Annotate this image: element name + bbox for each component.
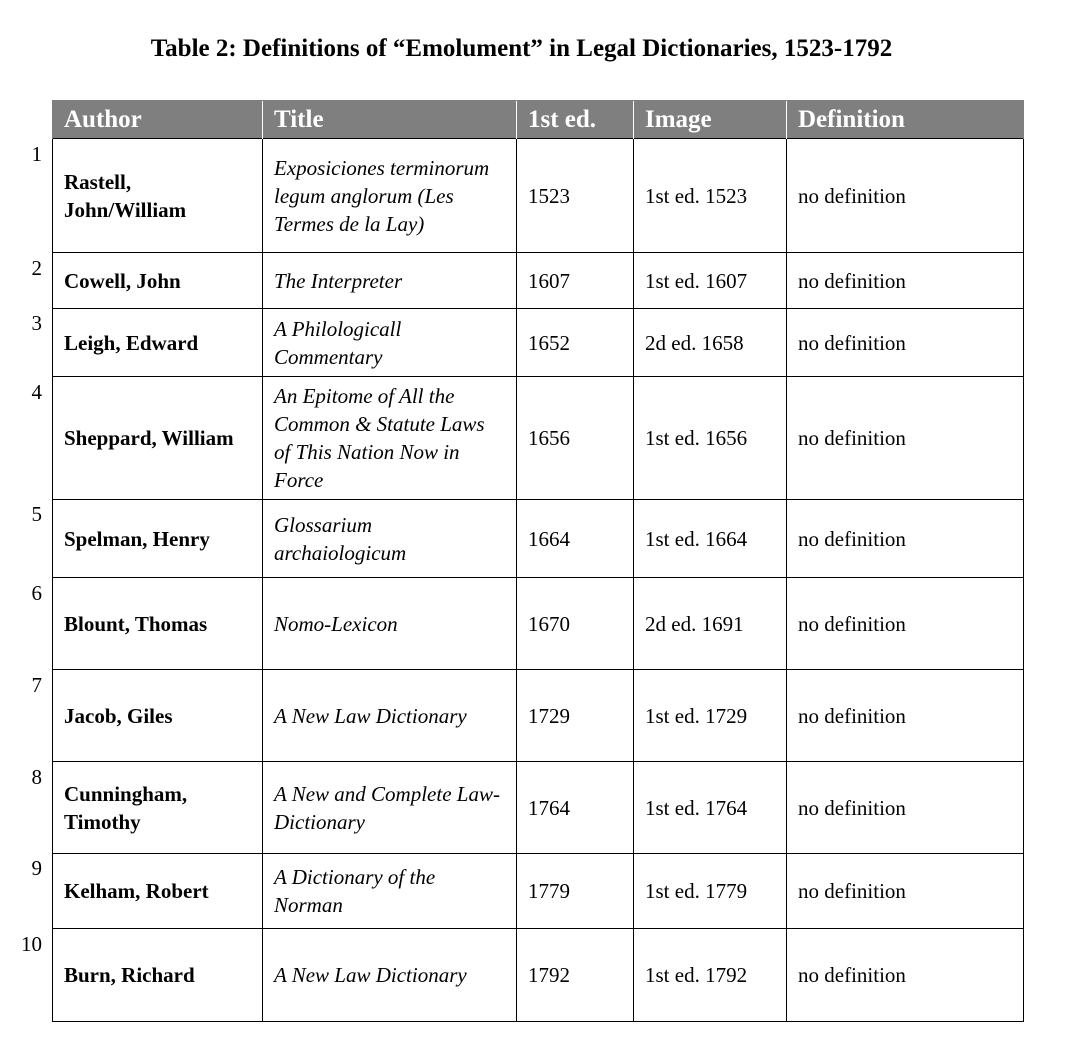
first-edition-cell: 1729 [517,670,634,762]
definition-cell: no definition [787,139,1024,253]
column-header-title: Title [263,101,517,139]
row-number: 1 [31,142,42,166]
row-number: 3 [31,311,42,335]
first-edition-cell: 1652 [517,309,634,377]
table-row [53,309,1024,377]
table-row [53,139,1024,253]
row-number: 8 [31,765,42,789]
definition-cell: no definition [787,253,1024,309]
title-cell: Exposiciones terminorum legum anglorum (Les Termes de la Lay) [263,139,517,253]
first-edition-cell: 1779 [517,854,634,929]
image-cell: 1st ed. 1523 [634,139,787,253]
title-cell: A Dictionary of the Norman [263,854,517,929]
row-numbers [0,0,52,1046]
first-edition-cell: 1523 [517,139,634,253]
row-number: 7 [31,673,42,697]
title-cell: The Interpreter [263,253,517,309]
first-edition-cell: 1656 [517,377,634,500]
definition-cell: no definition [787,929,1024,1022]
image-cell: 1st ed. 1792 [634,929,787,1022]
row-number: 9 [31,856,42,880]
table-row [53,500,1024,578]
title-cell: A New Law Dictionary [263,670,517,762]
table-header-row [53,101,1024,139]
table-row [53,253,1024,309]
author-cell: Jacob, Giles [53,670,263,762]
definition-cell: no definition [787,309,1024,377]
table-row [53,929,1024,1022]
image-cell: 1st ed. 1607 [634,253,787,309]
title-cell: An Epitome of All the Common & Statute Laws of This Nation Now in Force [263,377,517,500]
column-header-definition: Definition [787,101,1024,139]
table-title: Table 2: Definitions of “Emolument” in Legal Dictionaries, 1523-1792 [150,35,893,62]
image-cell: 1st ed. 1764 [634,762,787,854]
row-number: 4 [31,380,42,404]
dictionaries-table [52,100,1024,1022]
title-cell: Glossarium archaiologicum [263,500,517,578]
definition-cell: no definition [787,670,1024,762]
first-edition-cell: 1764 [517,762,634,854]
author-cell: Spelman, Henry [53,500,263,578]
image-cell: 1st ed. 1729 [634,670,787,762]
row-number: 2 [31,256,42,280]
column-header-first-edition: 1st ed. [517,101,634,139]
author-cell: Rastell, John/William [53,139,263,253]
definition-cell: no definition [787,762,1024,854]
author-cell: Cowell, John [53,253,263,309]
title-cell: A Philologicall Commentary [263,309,517,377]
table-row [53,854,1024,929]
image-cell: 2d ed. 1658 [634,309,787,377]
image-cell: 1st ed. 1779 [634,854,787,929]
column-header-author: Author [53,101,263,139]
table-row [53,762,1024,854]
author-cell: Leigh, Edward [53,309,263,377]
title-cell: Nomo-Lexicon [263,578,517,670]
image-cell: 2d ed. 1691 [634,578,787,670]
definition-cell: no definition [787,500,1024,578]
definition-cell: no definition [787,377,1024,500]
column-header-image: Image [634,101,787,139]
author-cell: Sheppard, William [53,377,263,500]
table-row [53,377,1024,500]
definition-cell: no definition [787,578,1024,670]
row-number: 5 [31,502,42,526]
image-cell: 1st ed. 1656 [634,377,787,500]
row-number: 6 [31,581,42,605]
author-cell: Burn, Richard [53,929,263,1022]
row-number: 10 [21,932,42,956]
definition-cell: no definition [787,854,1024,929]
table-row [53,578,1024,670]
table-row [53,670,1024,762]
first-edition-cell: 1792 [517,929,634,1022]
title-cell: A New and Complete Law-Dictionary [263,762,517,854]
first-edition-cell: 1664 [517,500,634,578]
title-cell: A New Law Dictionary [263,929,517,1022]
first-edition-cell: 1607 [517,253,634,309]
author-cell: Kelham, Robert [53,854,263,929]
image-cell: 1st ed. 1664 [634,500,787,578]
author-cell: Cunningham, Timothy [53,762,263,854]
first-edition-cell: 1670 [517,578,634,670]
author-cell: Blount, Thomas [53,578,263,670]
